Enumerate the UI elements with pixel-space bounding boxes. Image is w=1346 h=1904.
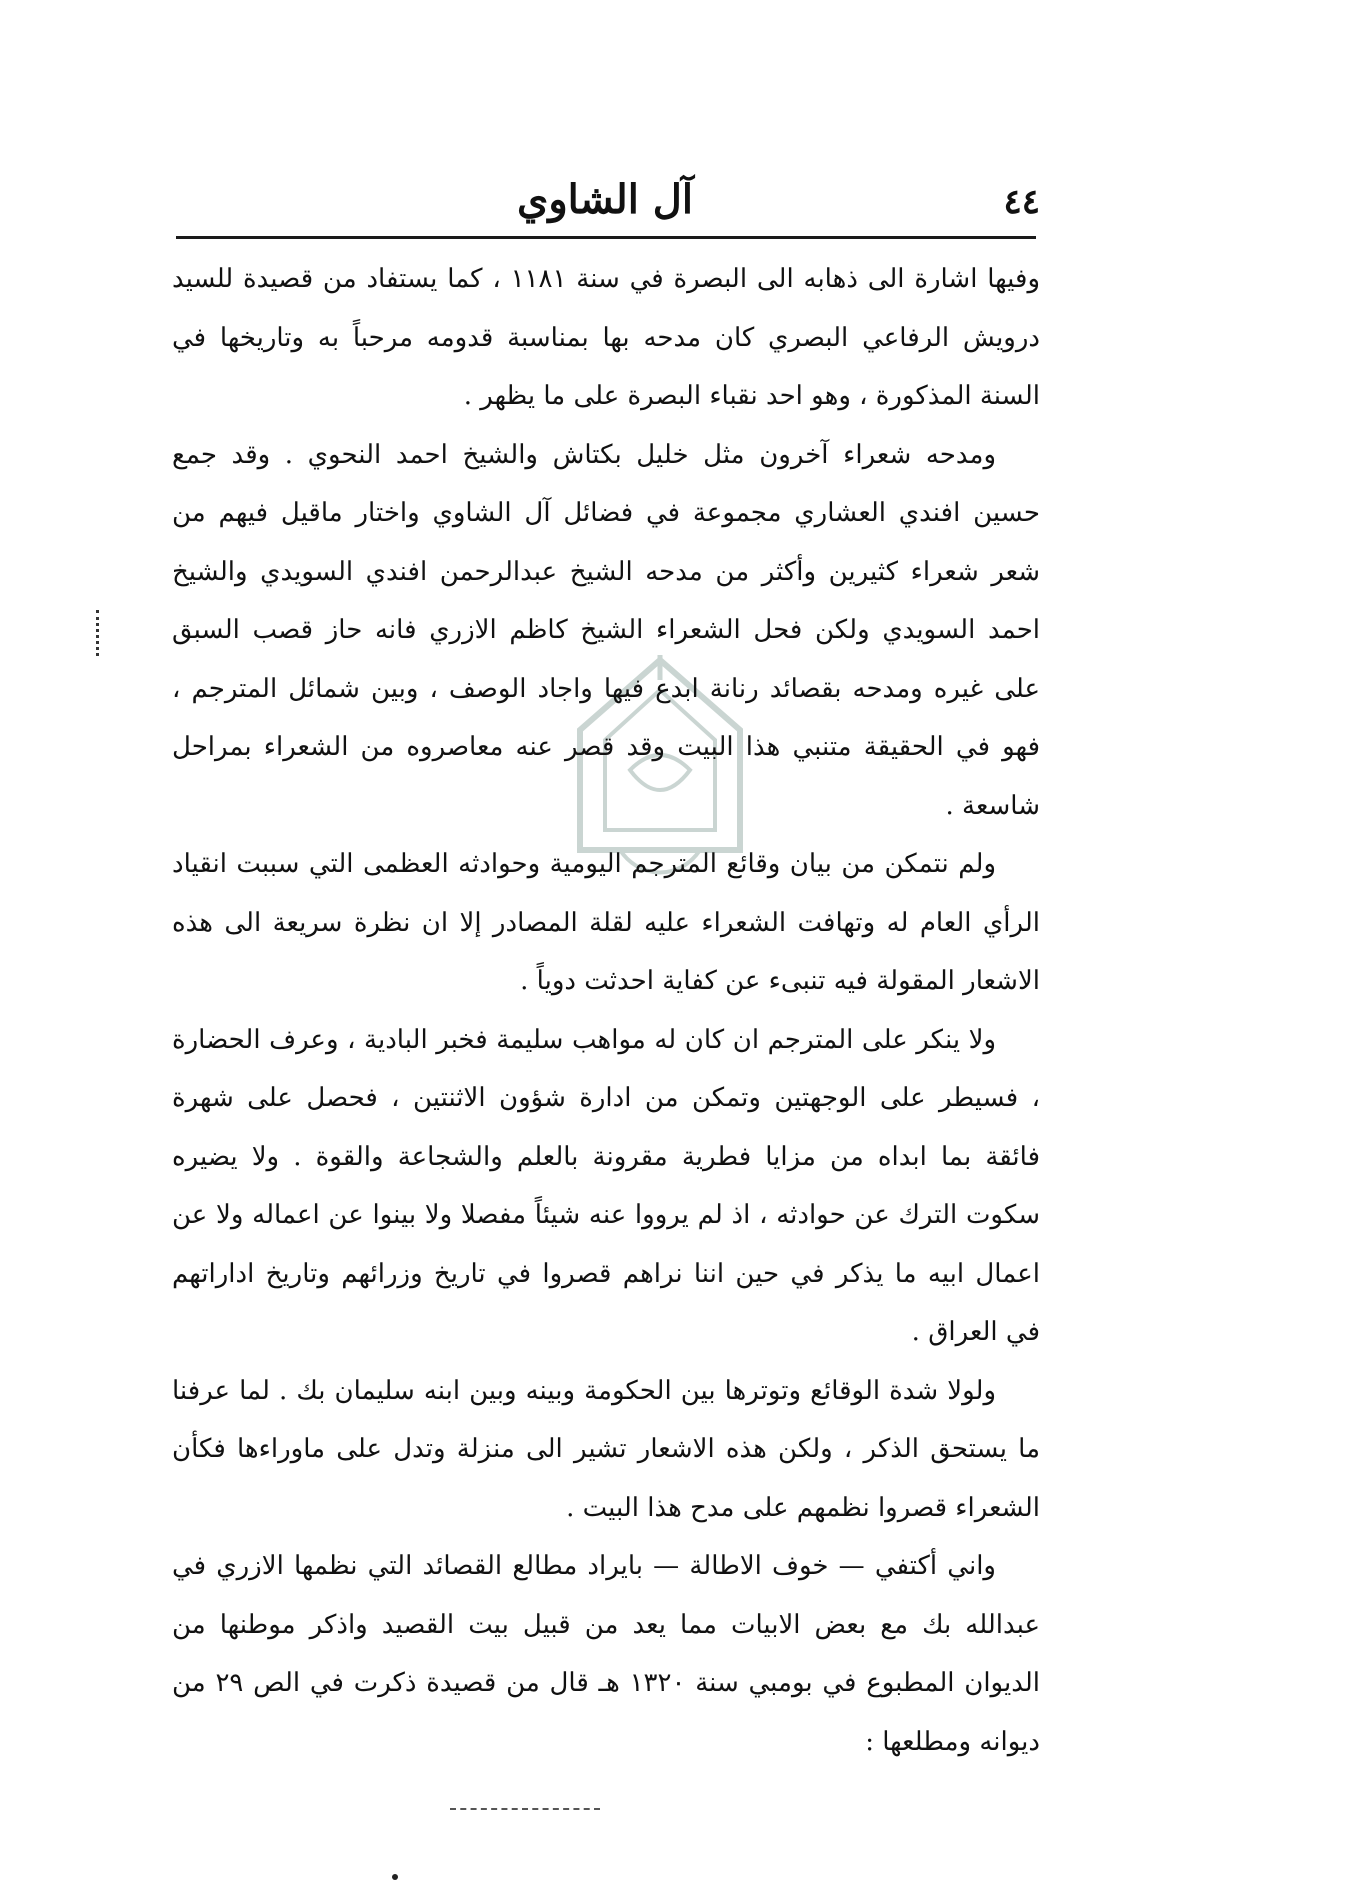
paragraph: ولا ينكر على المترجم ان كان له مواهب سليمة فخبر البادية ، وعرف الحضارة ، فسيطر على الوجهتين وتمكن من ادارة شؤون الاثنتين ، فحصل على شهرة فائقة بما ابداه من مزايا فطرية مقرونة بالعلم والشجاعة والقوة . ولا يضيره سكوت الترك عن حوادثه ، اذ لم يرووا عنه شيئاً مفصلا ولا بينوا عن اعماله ولا عن اعمال ابيه ما يذكر في حين اننا نراهم قصروا في تاريخ وزرائهم وتاريخ اداراتهم في العراق . (172, 1024, 1040, 1347)
margin-mark (96, 610, 103, 656)
paragraph: وفيها اشارة الى ذهابه الى البصرة في سنة ١١٨١ ، كما يستفاد من قصيدة للسيد درويش الرفاعي البصري كان مدحه بها بمناسبة قدومه مرحباً به وتاريخها في السنة المذكورة ، وهو احد نقباء البصرة على ما يظهر . (172, 264, 1040, 411)
paragraph: ولم نتمكن من بيان وقائع المترجم اليومية وحوادثه العظمى التي سببت انقياد الرأي العام له وتهافت الشعراء عليه لقلة المصادر إلا ان نظرة سريعة الى هذه الاشعار المقولة فيه تنبىء عن كفاية احدثت دوياً . (172, 849, 1040, 996)
header-rule (176, 236, 1036, 239)
paragraph: ومدحه شعراء آخرون مثل خليل بكتاش والشيخ احمد النحوي . وقد جمع حسين افندي العشاري مجموعة في فضائل آل الشاوي واختار ماقيل فيهم من شعر شعراء كثيرين وأكثر من مدحه الشيخ عبدالرحمن افندي السويدي والشيخ احمد السويدي ولكن فحل الشعراء الشيخ كاظم الازري فانه حاز قصب السبق على غيره ومدحه بقصائد رنانة ابدع فيها واجاد الوصف ، وبين شمائل المترجم ، فهو في الحقيقة متنبي هذا البيت وقد قصر عنه معاصروه من الشعراء بمراحل شاسعة . (172, 439, 1040, 821)
page-number: ٤٤ (1003, 182, 1040, 222)
footer-mark (450, 1808, 600, 1810)
footer-dot (392, 1874, 398, 1880)
running-title: آل الشاوي (517, 176, 693, 223)
paragraph: واني أكتفي — خوف الاطالة — بايراد مطالع القصائد التي نظمها الازري في عبدالله بك مع بعض الابيات مما يعد من قبيل بيت القصيد واذكر موطنها من الديوان المطبوع في بومبي سنة ١٣٢٠ هـ قال من قصيدة ذكرت في الص ٢٩ من ديوانه ومطلعها : (172, 1551, 1041, 1757)
body-text (172, 250, 1040, 1771)
page-header (170, 168, 1040, 238)
paragraph: ولولا شدة الوقائع وتوترها بين الحكومة وبينه وبين ابنه سليمان بك . لما عرفنا ما يستحق الذكر ، ولكن هذه الاشعار تشير الى منزلة وتدل على ماوراءها فكأن الشعراء قصروا نظمهم على مدح هذا البيت . (172, 1375, 1040, 1523)
